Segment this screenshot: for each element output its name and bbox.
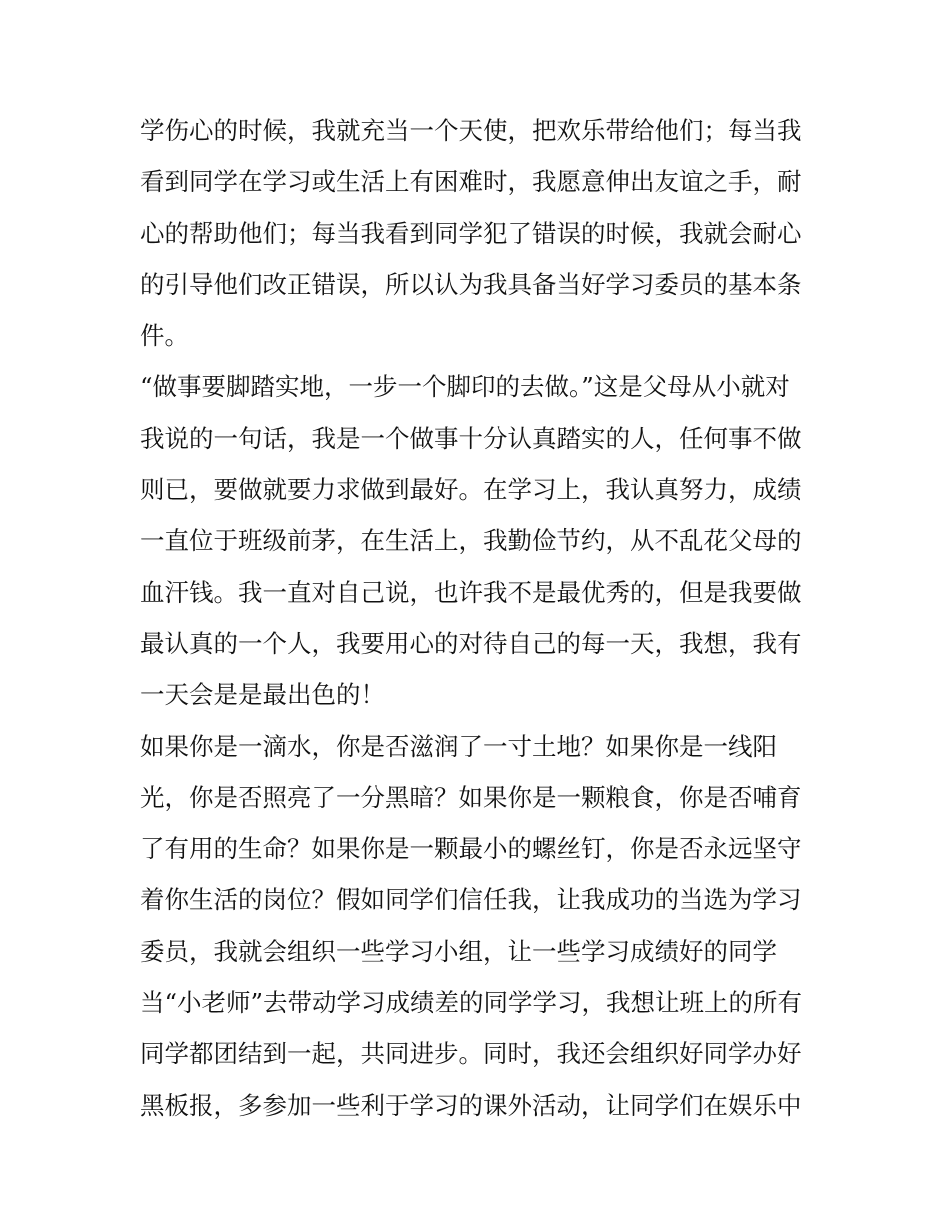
text-line: 则已，要做就要力求做到最好。在学习上，我认真努力，成绩 xyxy=(140,475,802,505)
text-line: 血汗钱。我一直对自己说，也许我不是最优秀的，但是我要做 xyxy=(140,577,802,607)
text-line: 学伤心的时候，我就充当一个天使，把欢乐带给他们；每当我 xyxy=(140,116,802,145)
text-line: 件。 xyxy=(140,321,189,351)
text-line: 看到同学在学习或生活上有困难时，我愿意伸出友谊之手，耐 xyxy=(140,167,802,197)
text-line: 黑板报，多参加一些利于学习的课外活动，让同学们在娱乐中 xyxy=(140,1090,802,1120)
text-line: “做事要脚踏实地，一步一个脚印的去做。”这是父母从小就对 xyxy=(140,372,790,402)
text-line: 如果你是一滴水，你是否滋润了一寸土地？如果你是一线阳 xyxy=(140,731,777,761)
text-line: 委员，我就会组织一些学习小组，让一些学习成绩好的同学 xyxy=(140,936,777,966)
text-line: 光，你是否照亮了一分黑暗？如果你是一颗粮食，你是否哺育 xyxy=(140,782,802,812)
text-line: 同学都团结到一起，共同进步。同时，我还会组织好同学办好 xyxy=(140,1039,802,1069)
text-line: 着你生活的岗位？假如同学们信任我，让我成功的当选为学习 xyxy=(140,885,802,915)
text-line: 一天会是是最出色的！ xyxy=(140,680,385,710)
text-line: 了有用的生命？如果你是一颗最小的螺丝钉，你是否永远坚守 xyxy=(140,834,802,864)
document-body xyxy=(140,105,830,1131)
text-line: 最认真的一个人，我要用心的对待自己的每一天，我想，我有 xyxy=(140,628,802,658)
text-line: 我说的一句话，我是一个做事十分认真踏实的人，任何事不做 xyxy=(140,423,802,453)
text-line: 心的帮助他们；每当我看到同学犯了错误的时候，我就会耐心 xyxy=(140,218,802,248)
text-line: 的引导他们改正错误，所以认为我具备当好学习委员的基本条 xyxy=(140,269,802,299)
text-line: 当“小老师”去带动学习成绩差的同学学习，我想让班上的所有 xyxy=(140,988,803,1018)
text-line: 一直位于班级前茅，在生活上，我勤俭节约，从不乱花父母的 xyxy=(140,526,802,556)
